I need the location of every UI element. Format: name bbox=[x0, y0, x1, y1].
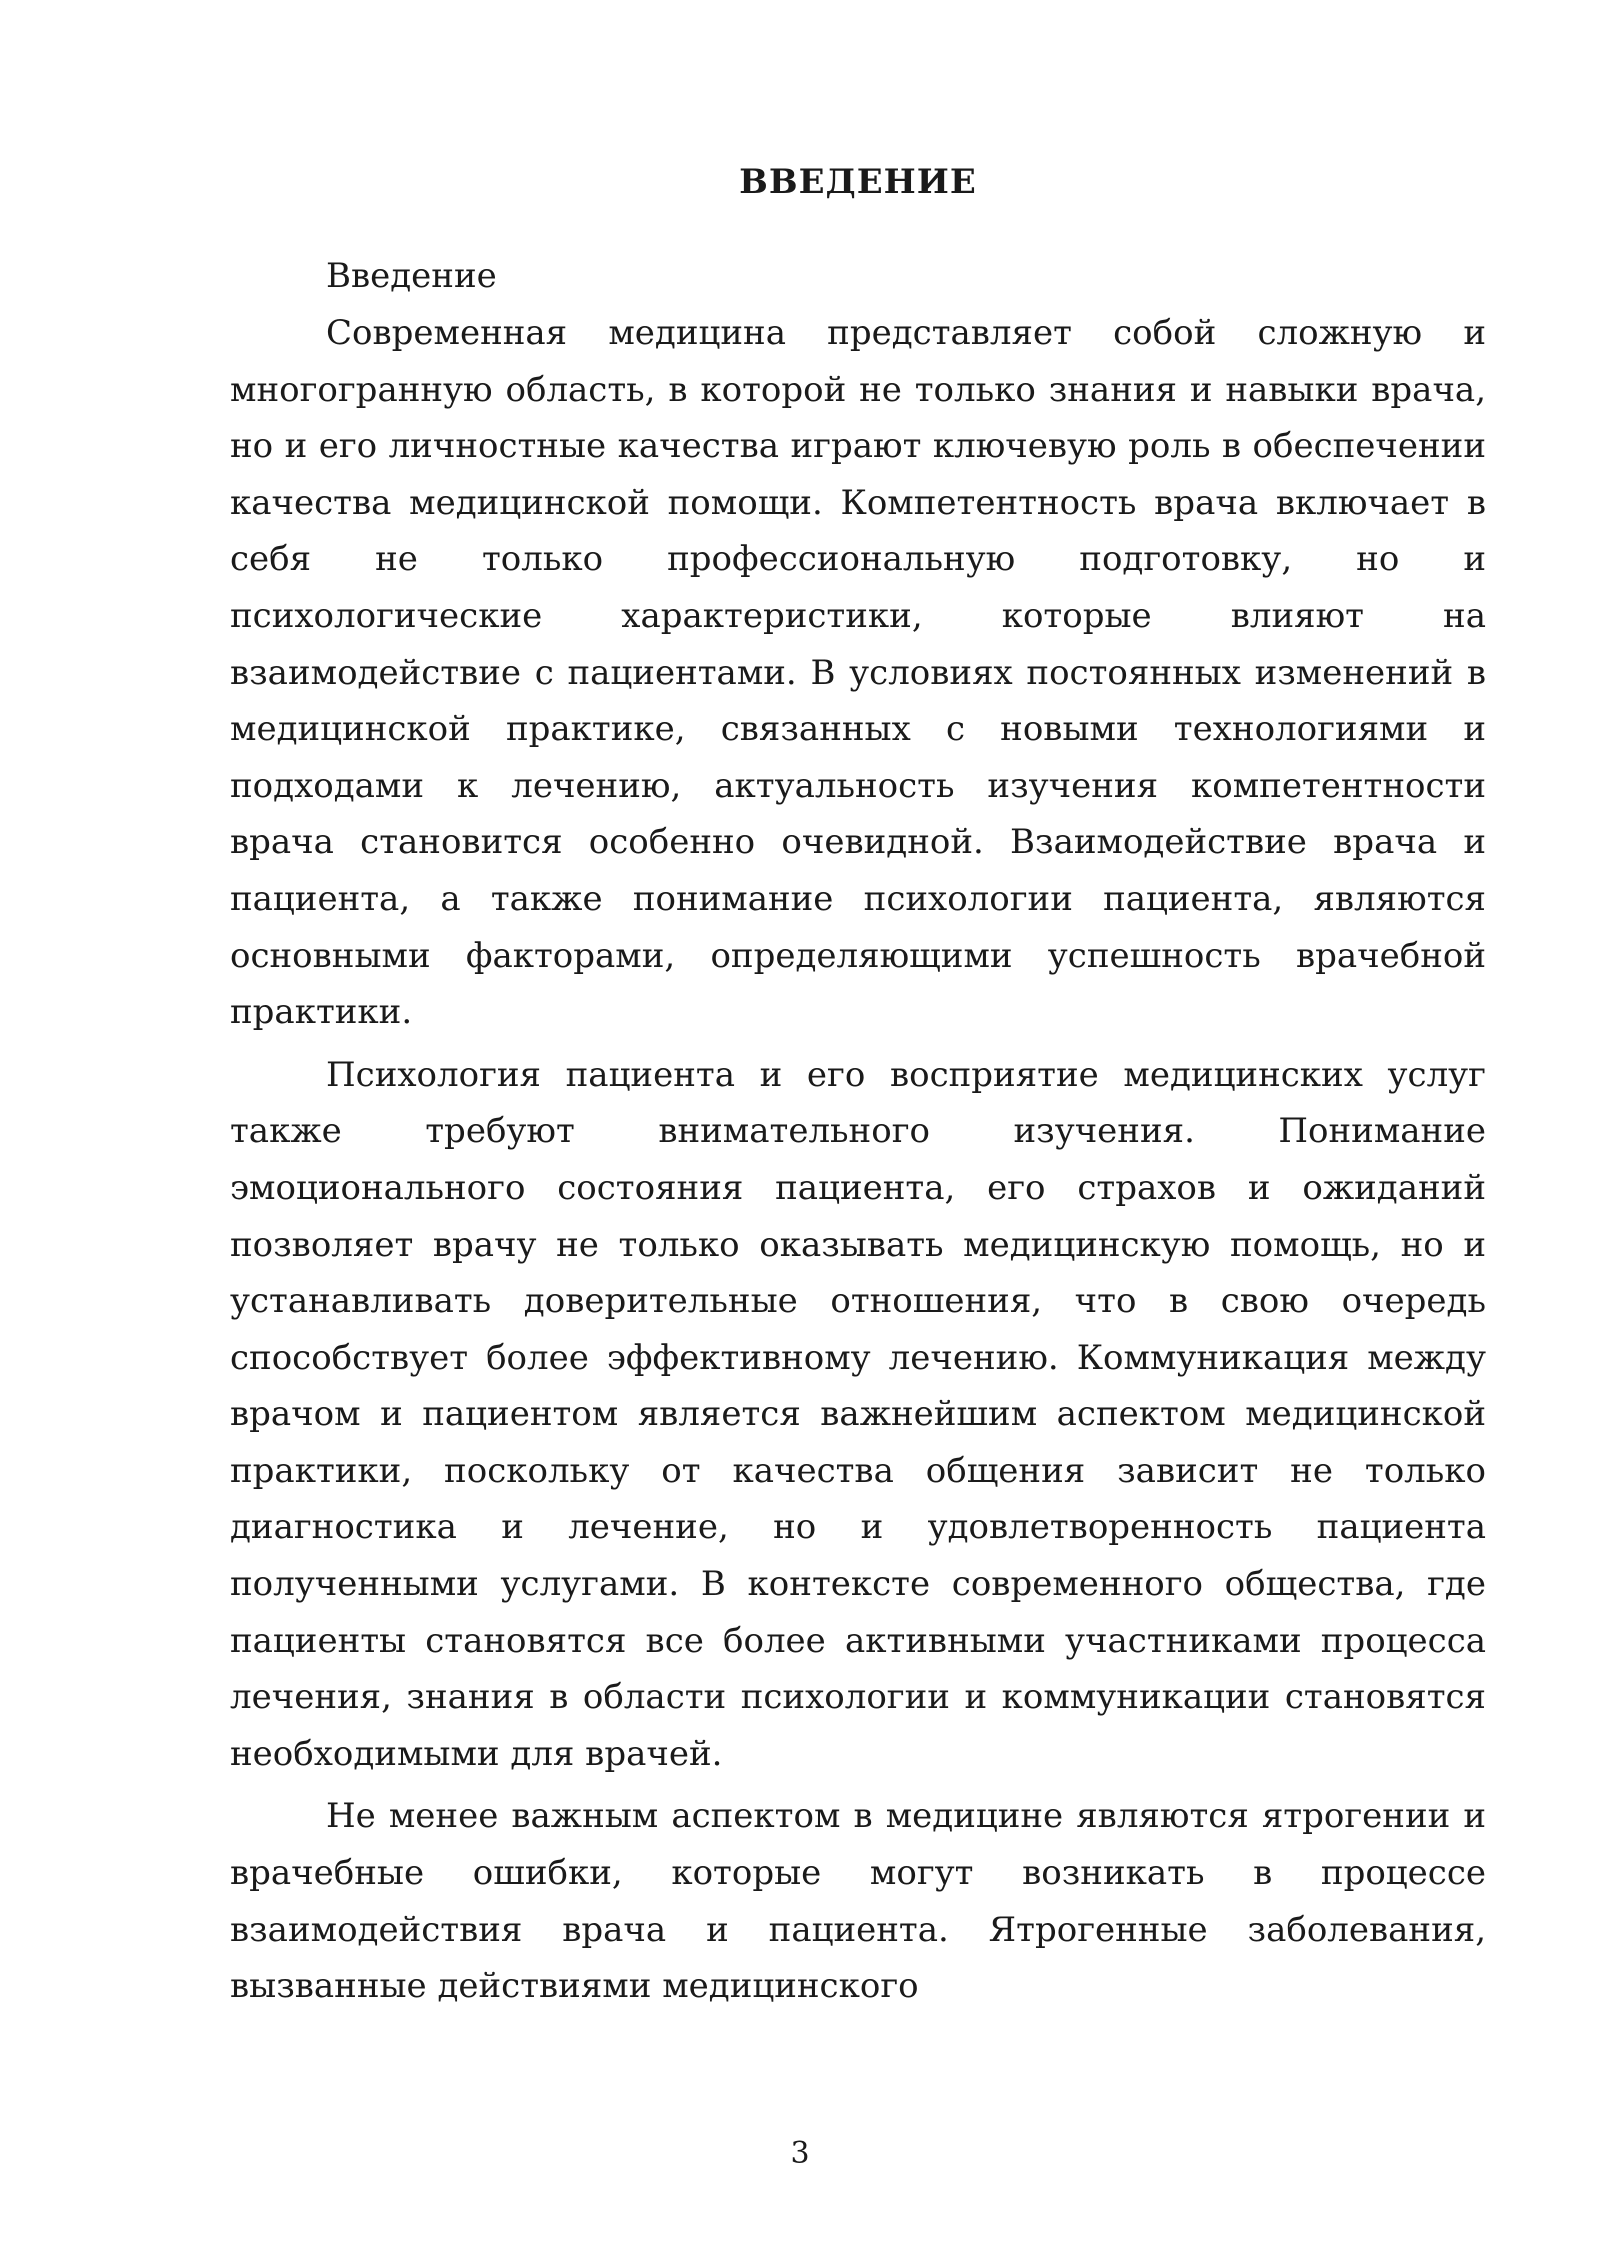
page-number: 3 bbox=[790, 2136, 810, 2171]
paragraph: Психология пациента и его восприятие медицинских услуг также требуют внимательного изучения. Понимание эмоционального состояния пациента, его страхов и ожиданий позволяет врачу не только оказывать медицинскую помощь, но и устанавливать доверительные отношения, что в свою очередь способствует более эффективному лечению. Коммуникация между врачом и пациентом является важнейшим аспектом медицинской практики, поскольку от качества общения зависит не только диагностика и лечение, но и удовлетворенность пациента полученными услугами. В контексте современного общества, где пациенты становятся все более активными участниками процесса лечения, знания в области психологии и коммуникации становятся необходимыми для врачей. bbox=[230, 1054, 1486, 1774]
page-title: ВВЕДЕНИЕ bbox=[739, 162, 977, 202]
paragraph: Современная медицина представляет собой сложную и многогранную область, в которой не только знания и навыки врача, но и его личностные качества играют ключевую роль в обеспечении качества медицинской помощи. Компетентность врача включает в себя не только профессиональную подготовку, но и психологические характеристики, которые влияют на взаимодействие с пациентами. В условиях постоянных изменений в медицинской практике, связанных с новыми технологиями и подходами к лечению, актуальность изучения компетентности врача становится особенно очевидной. Взаимодействие врача и пациента, а также понимание психологии пациента, являются основными факторами, определяющими успешность врачебной практики. bbox=[230, 313, 1486, 1033]
document-page bbox=[230, 160, 1486, 2015]
paragraph: Не менее важным аспектом в медицине являются ятрогении и врачебные ошибки, которые могут возникать в процессе взаимодействия врача и пациента. Ятрогенные заболевания, вызванные действиями медицинского bbox=[230, 1796, 1486, 2007]
section-subheading: Введение bbox=[326, 256, 497, 296]
